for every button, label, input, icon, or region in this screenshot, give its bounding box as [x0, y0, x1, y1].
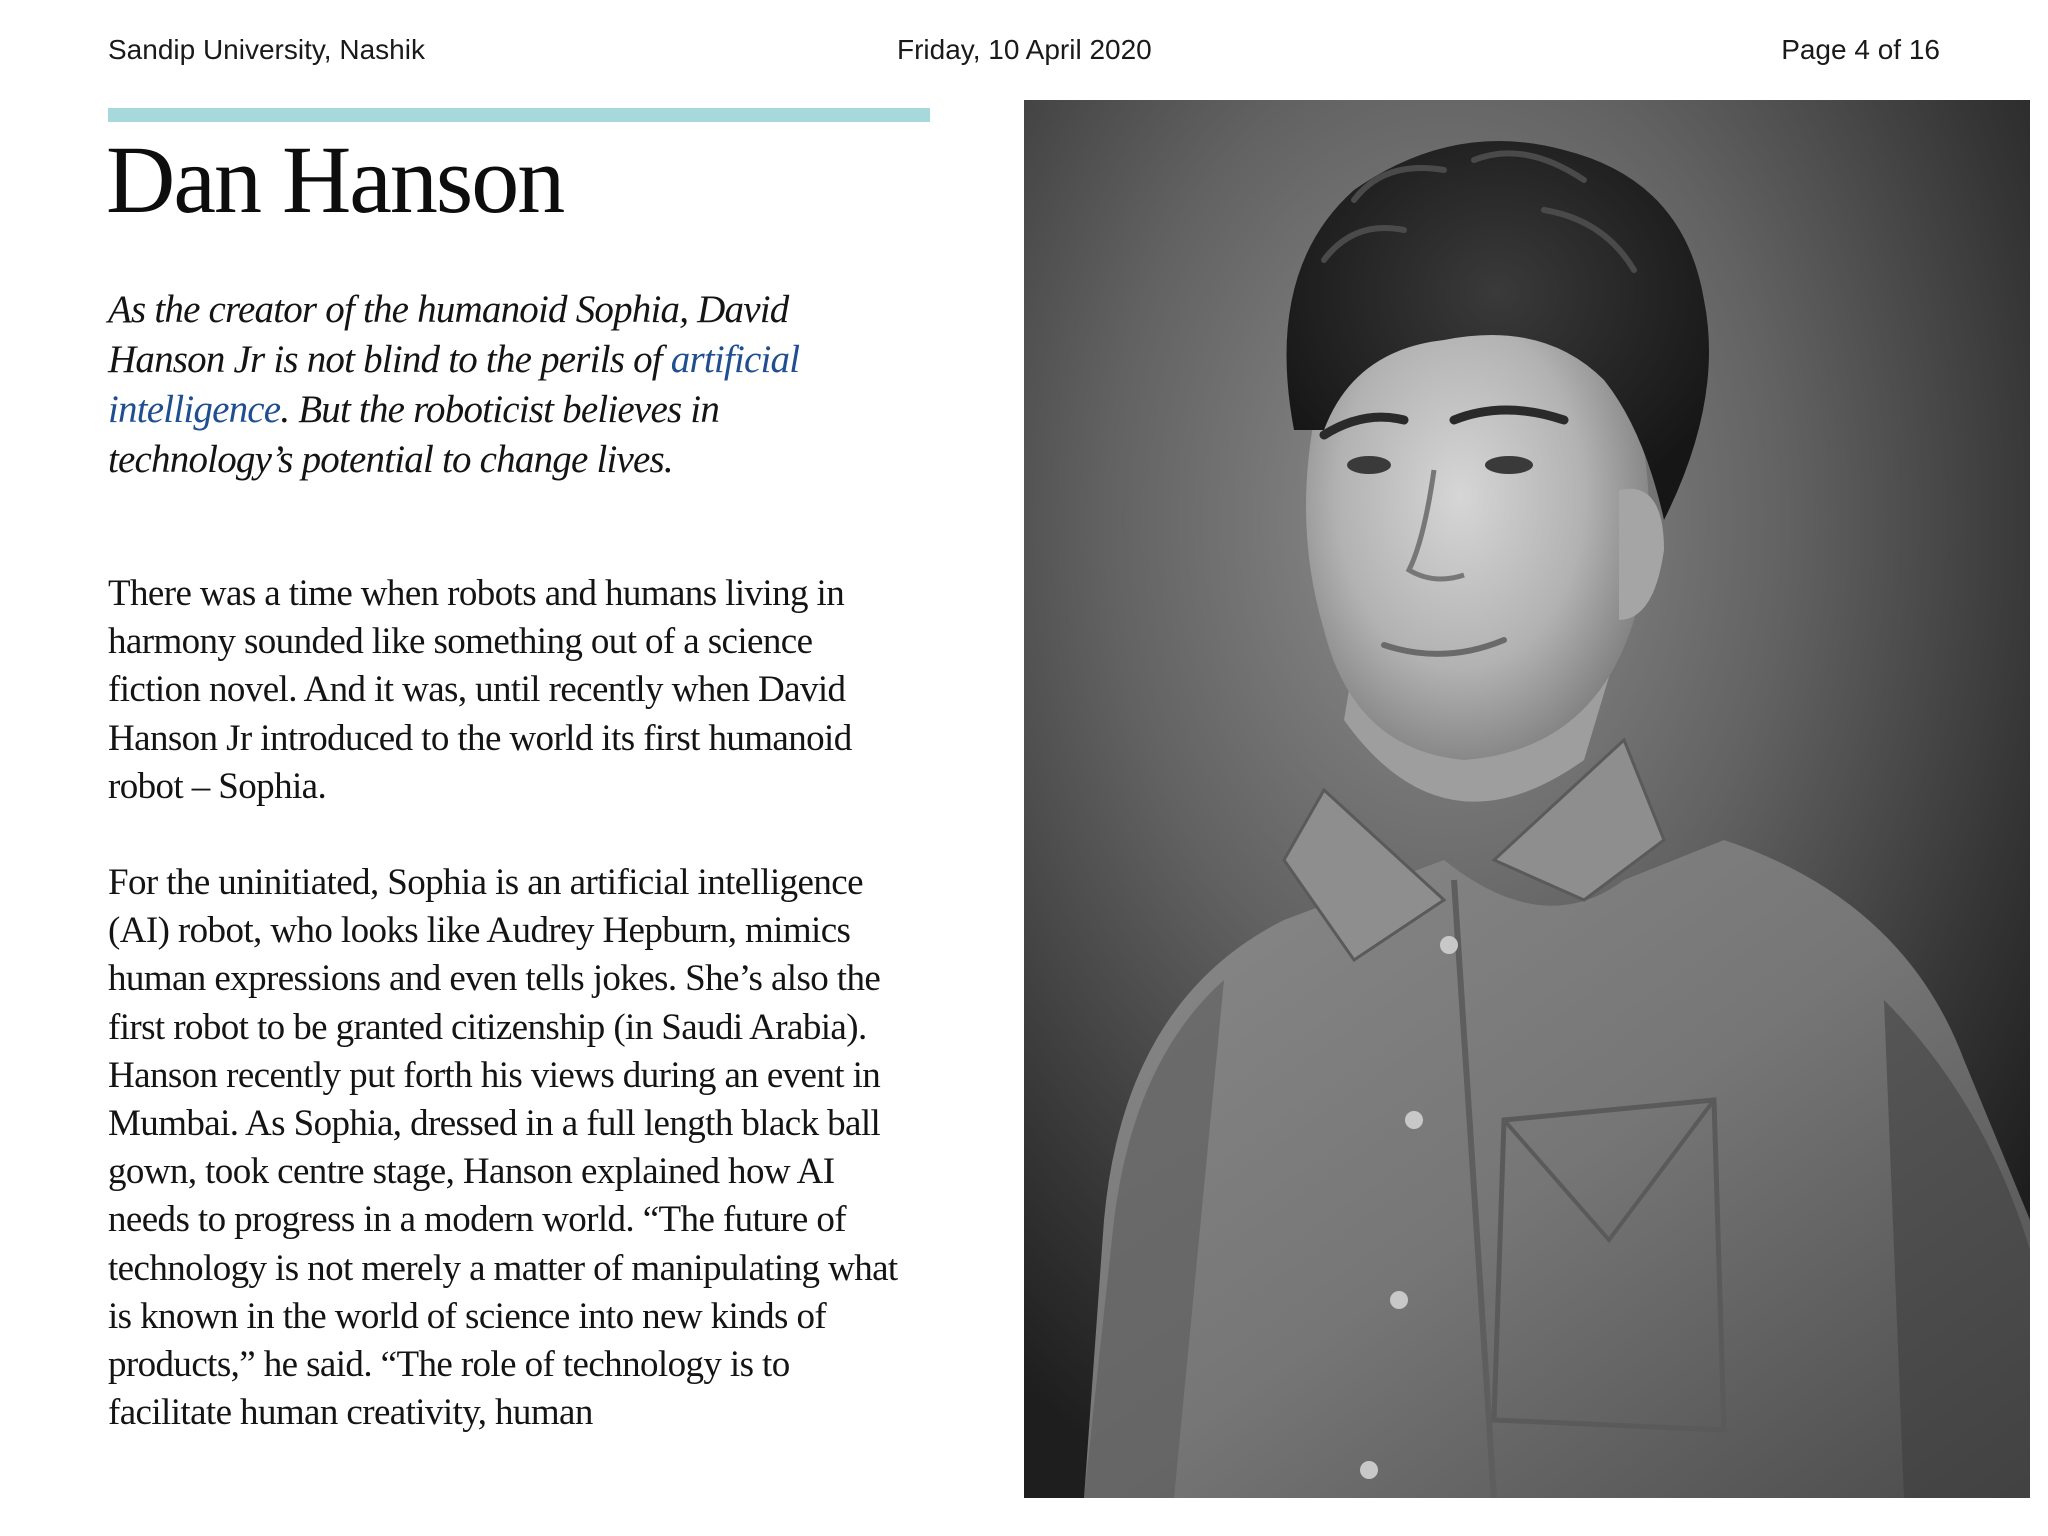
standfirst-text-start: As the creator of the humanoid Sophia, David Hanson Jr is not blind to the perils of — [108, 288, 789, 381]
article-body — [108, 570, 908, 1437]
standfirst-text-end: . But the roboticist believes in technology’s potential to change lives. — [108, 388, 720, 481]
page-number: Page 4 of 16 — [1781, 34, 1940, 65]
article-title: Dan Hanson — [106, 126, 564, 233]
body-paragraph-1: There was a time when robots and humans living in harmony sounded like something out of a science fiction novel. And it was, until recently when David Hanson Jr introduced to the world its first humanoid robot – Sophia. — [108, 573, 852, 807]
artificial-intelligence-link[interactable]: artificial intelligence — [108, 338, 800, 431]
page-header — [108, 34, 1940, 74]
body-paragraph-2: For the uninitiated, Sophia is an artificial intelligence (AI) robot, who looks like Audrey Hepburn, mimics human expressions and even tells jokes. She’s also the first robot to be granted citizenship (in Saudi Arabia). — [108, 862, 881, 1048]
title-accent-bar — [108, 108, 930, 122]
publication-date: Friday, 10 April 2020 — [897, 34, 1152, 65]
body-paragraph-3: Hanson recently put forth his views during an event in Mumbai. As Sophia, dressed in a full length black ball gown, took centre stage, Hanson explained how AI needs to progress in a modern world. “The future of technology is not merely a matter of manipulating what is known in the world of science into new kinds of products,” he said. “The role of technology is to facilitate human creativity, human — [108, 1054, 898, 1434]
publication-name: Sandip University, Nashik — [108, 34, 425, 65]
portrait-illustration — [1024, 100, 2030, 1498]
article-standfirst — [108, 285, 828, 485]
portrait-photo — [1024, 100, 2030, 1498]
